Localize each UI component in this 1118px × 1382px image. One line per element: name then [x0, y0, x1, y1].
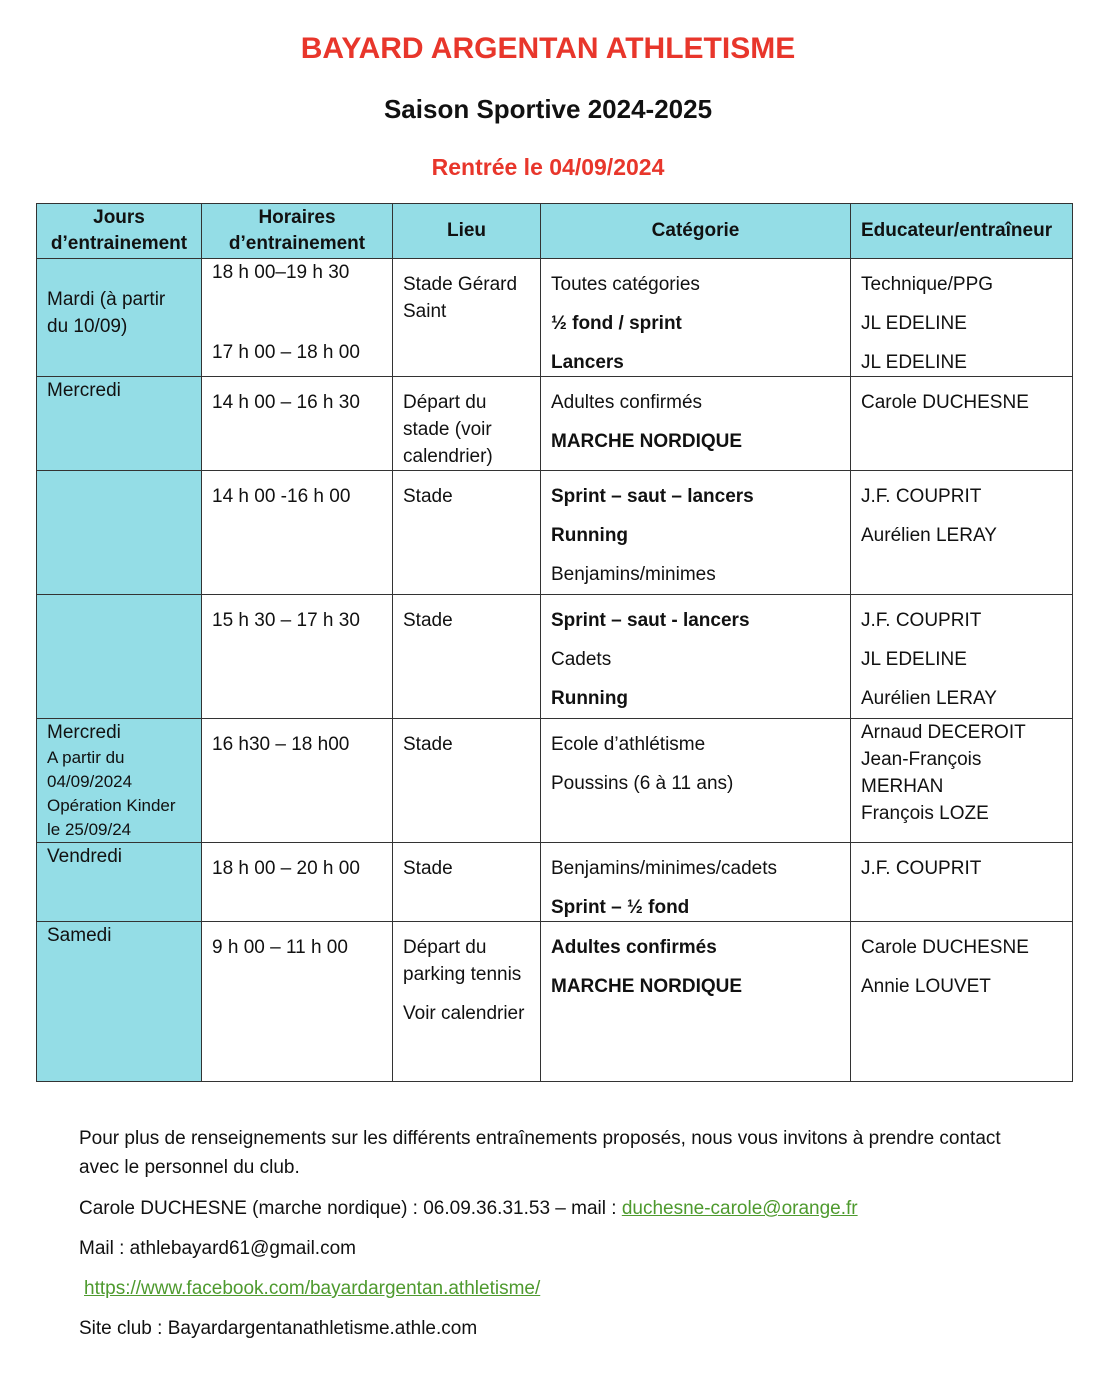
time-label: 14 h 00 – 16 h 30 [212, 392, 360, 413]
day-cell [37, 471, 202, 595]
table-row [37, 719, 1073, 843]
time-label: 15 h 30 – 17 h 30 [212, 610, 360, 631]
category-label: Lancers [551, 352, 624, 373]
time-label: 18 h 00–19 h 30 [212, 262, 350, 283]
category-label: Sprint – ½ fond [551, 897, 690, 918]
coach-cell [851, 377, 1073, 471]
category-cell [541, 719, 851, 843]
day-label: Samedi [47, 925, 112, 946]
column-header-time: Horaires d’entrainement [202, 204, 393, 259]
day-note: 04/09/2024 [47, 772, 133, 791]
table-row [37, 377, 1073, 471]
time-cell [202, 719, 393, 843]
info-text: Pour plus de renseignements sur les différents entraînements proposés, nous vous invitons à prendre contact avec le personnel du club. [79, 1128, 1001, 1178]
category-label: Adultes confirmés [551, 392, 703, 413]
day-note: Opération Kinder [47, 796, 176, 815]
category-label: Running [551, 688, 629, 709]
coach-cell [851, 843, 1073, 922]
day-cell [37, 377, 202, 471]
coach-cell [851, 922, 1073, 1082]
time-cell [202, 377, 393, 471]
day-cell [37, 595, 202, 719]
training-schedule-table [36, 203, 1073, 1082]
day-cell [37, 843, 202, 922]
time-cell [202, 922, 393, 1082]
place-label: Stade [403, 734, 453, 755]
category-label: Toutes catégories [551, 274, 700, 295]
category-label: Poussins (6 à 11 ans) [551, 773, 734, 794]
table-row [37, 471, 1073, 595]
coach-cell [851, 471, 1073, 595]
column-header-coach: Educateur/entraîneur [851, 204, 1073, 259]
place-cell [393, 843, 541, 922]
contact-line [79, 1198, 1039, 1220]
day-cell [37, 719, 202, 843]
day-note: le 25/09/24 [47, 820, 132, 839]
time-cell [202, 843, 393, 922]
coach-label: Carole DUCHESNE [861, 392, 1029, 413]
facebook-link[interactable]: https://www.facebook.com/bayardargentan.athletisme/ [84, 1278, 541, 1299]
category-label: Sprint – saut – lancers [551, 486, 754, 507]
category-label: Ecole d’athlétisme [551, 734, 706, 755]
table-row [37, 843, 1073, 922]
coach-label: JL EDELINE [861, 352, 967, 373]
coach-label: JL EDELINE [861, 313, 967, 334]
place-cell [393, 922, 541, 1082]
time-label: 16 h30 – 18 h00 [212, 734, 350, 755]
club-title: BAYARD ARGENTAN ATHLETISME [300, 32, 796, 65]
coach-label: Carole DUCHESNE [861, 937, 1029, 958]
category-label: Benjamins/minimes [551, 564, 716, 585]
day-label: Mercredi [47, 380, 121, 401]
day-label: Mercredi [47, 722, 121, 743]
category-label: Adultes confirmés [551, 937, 717, 958]
category-cell [541, 259, 851, 377]
day-cell [37, 922, 202, 1082]
day-cell [37, 259, 202, 377]
day-label: Mardi (à partir du 10/09) [47, 289, 166, 337]
category-cell [541, 843, 851, 922]
time-label: 14 h 00 -16 h 00 [212, 486, 351, 507]
time-cell [202, 471, 393, 595]
place-cell [393, 719, 541, 843]
place-label: Départ du stade (voir calendrier) [403, 392, 493, 467]
category-label: MARCHE NORDIQUE [551, 976, 743, 997]
category-label: Sprint – saut - lancers [551, 610, 750, 631]
time-label: 18 h 00 – 20 h 00 [212, 858, 360, 879]
table-row [37, 595, 1073, 719]
coach-label: J.F. COUPRIT [861, 610, 982, 631]
time-label: 9 h 00 – 11 h 00 [212, 937, 348, 958]
day-label: Vendredi [47, 846, 123, 867]
category-cell [541, 595, 851, 719]
category-label: Benjamins/minimes/cadets [551, 858, 777, 879]
place-cell [393, 377, 541, 471]
category-label: ½ fond / sprint [551, 313, 682, 334]
coach-label: Aurélien LERAY [861, 525, 997, 546]
place-label: Stade [403, 486, 453, 507]
time-label: 17 h 00 – 18 h 00 [212, 342, 360, 363]
coach-label: Annie LOUVET [861, 976, 991, 997]
place-label: Stade Gérard Saint [403, 274, 518, 322]
place-cell [393, 259, 541, 377]
place-label: Stade [403, 858, 453, 879]
season-title: Saison Sportive 2024-2025 [383, 94, 713, 124]
coach-label: Jean-François MERHAN [861, 749, 982, 797]
place-label: Voir calendrier [403, 1003, 525, 1024]
club-mail: Mail : athlebayard61@gmail.com [79, 1238, 356, 1259]
category-cell [541, 922, 851, 1082]
place-label: Stade [403, 610, 453, 631]
club-site: Site club : Bayardargentanathletisme.athle.com [79, 1318, 478, 1339]
place-cell [393, 471, 541, 595]
coach-label: J.F. COUPRIT [861, 858, 982, 879]
place-cell [393, 595, 541, 719]
column-header-day: Jours d’entrainement [37, 204, 202, 259]
start-date: Rentrée le 04/09/2024 [431, 154, 665, 180]
column-header-place: Lieu [393, 204, 541, 259]
category-label: MARCHE NORDIQUE [551, 431, 743, 452]
footer [79, 1124, 1039, 1340]
table-header-row [37, 204, 1073, 259]
coach-label: François LOZE [861, 803, 989, 824]
time-cell [202, 259, 393, 377]
category-cell [541, 377, 851, 471]
category-label: Running [551, 525, 629, 546]
contact-text: Carole DUCHESNE (marche nordique) : 06.09.36.31.53 – mail : [79, 1198, 622, 1219]
coach-label: Aurélien LERAY [861, 688, 997, 709]
coach-label: Arnaud DECEROIT [861, 722, 1026, 743]
coach-cell [851, 719, 1073, 843]
coach-label: JL EDELINE [861, 649, 967, 670]
coach-label: Technique/PPG [861, 274, 994, 295]
table-row [37, 922, 1073, 1082]
category-label: Cadets [551, 649, 612, 670]
category-cell [541, 471, 851, 595]
coach-cell [851, 595, 1073, 719]
place-label: Départ du parking tennis [403, 937, 522, 985]
coach-label: J.F. COUPRIT [861, 486, 982, 507]
table-row [37, 259, 1073, 377]
coach-cell [851, 259, 1073, 377]
contact-email-link[interactable]: duchesne-carole@orange.fr [621, 1198, 858, 1219]
day-note: A partir du [47, 748, 125, 767]
column-header-category: Catégorie [541, 204, 851, 259]
time-cell [202, 595, 393, 719]
